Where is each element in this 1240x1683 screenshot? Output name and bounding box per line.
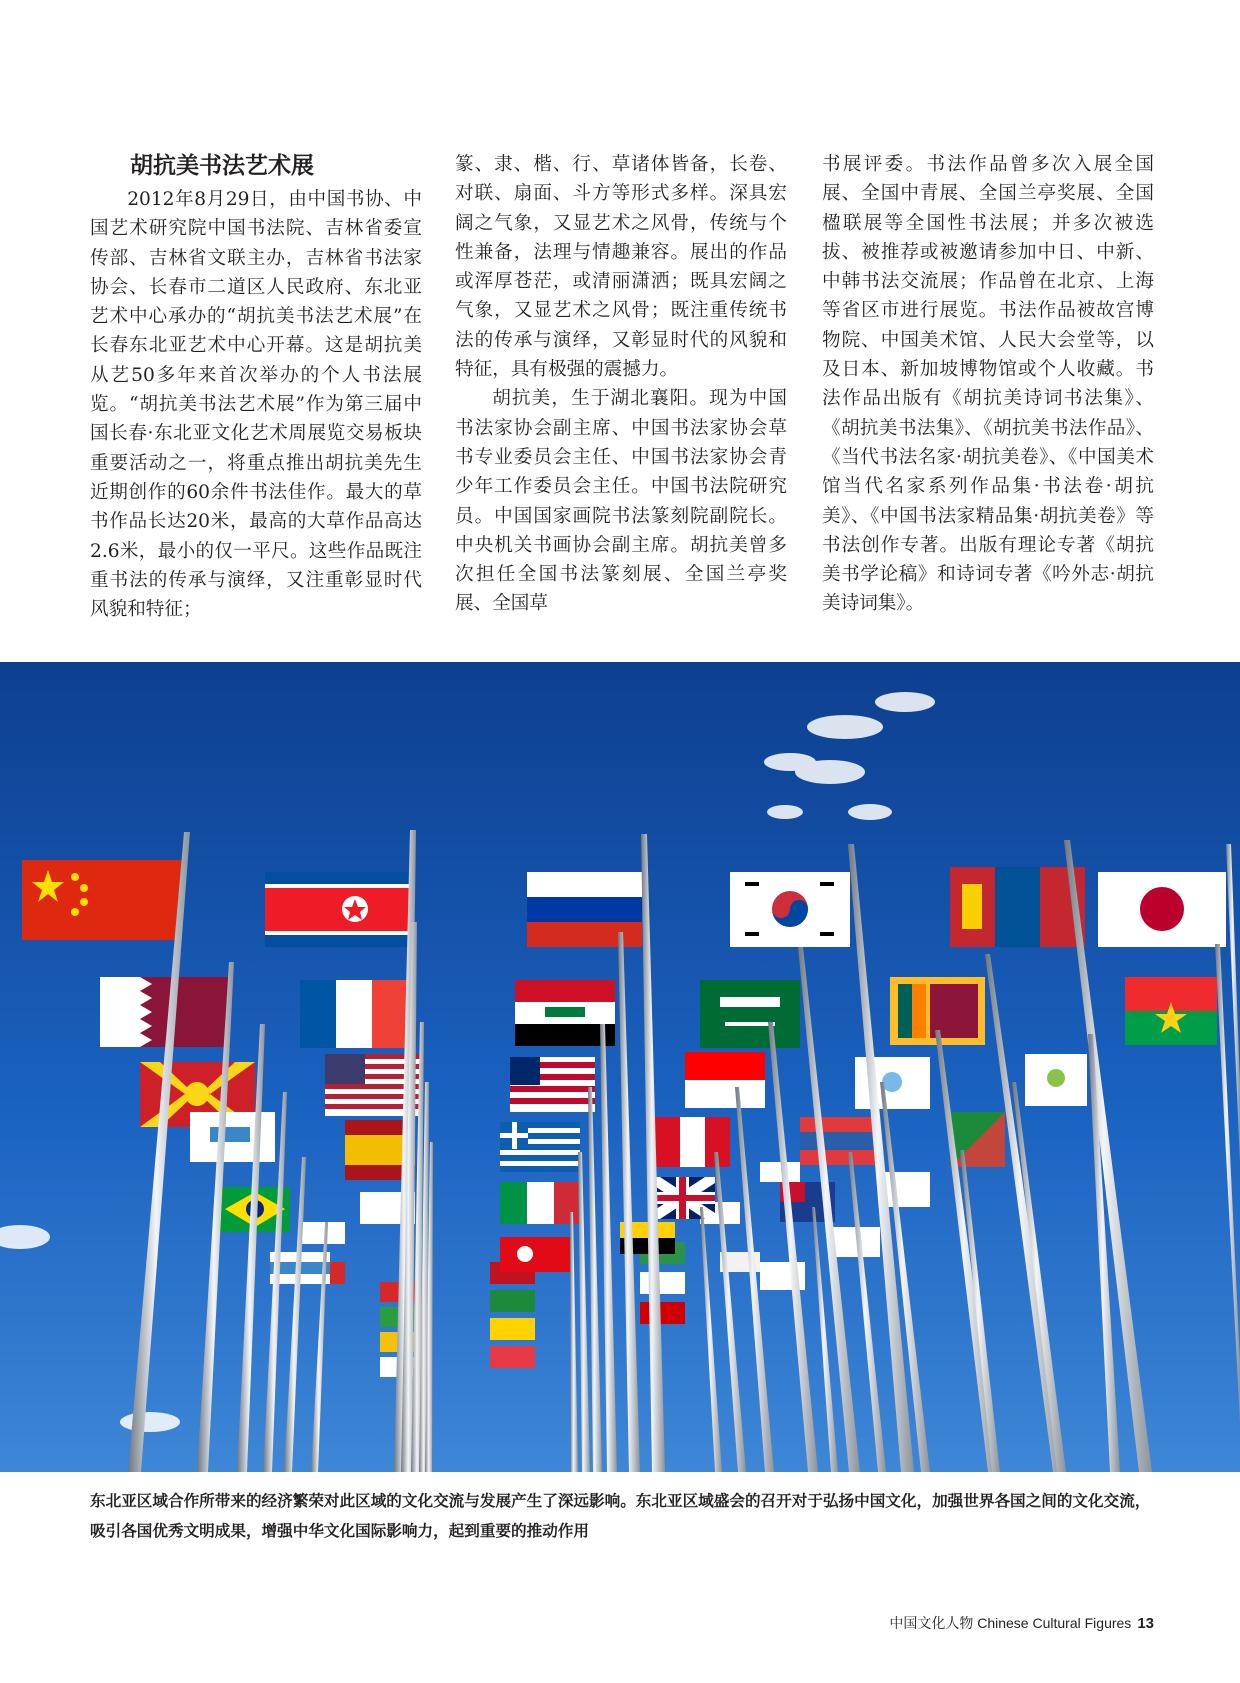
article-paragraph: 书展评委。书法作品曾多次入展全国展、全国中青展、全国兰亭奖展、全国楹联展等全国性书法展；并多次被选拔、被推荐或被邀请参加中日、中新、中韩书法交流展；作品曾在北京、上海等省区市进行展览。书法作品被故宫博物院、中国美术馆、人民大会堂等，以及日本、新加坡博物馆或个人收藏。书法作品出版有《胡抗美诗词书法集》、《胡抗美书法集》、《胡抗美书法作品》、《当代书法名家·胡抗美卷》、《中国美术馆当代名家系列作品集·书法卷·胡抗美》、《中国书法家精品集·胡抗美卷》等书法创作专著。出版有理论专著《胡抗美书学论稿》和诗词专著《吟外志·胡抗美诗词集》。 (822, 154, 1154, 615)
flag-uk (650, 1177, 715, 1219)
flag-liberia (510, 1057, 595, 1112)
flag-indonesia (685, 1052, 765, 1108)
flag-north-korea (265, 872, 410, 947)
page-number: 13 (1137, 1615, 1154, 1632)
flag-qatar (100, 977, 230, 1047)
flags-photo (0, 662, 1240, 1472)
flag-south-korea (730, 872, 850, 947)
flag-france (300, 980, 408, 1048)
page-footer (889, 1613, 1154, 1633)
article-paragraph: 2012年8月29日，由中国书协、中国艺术研究院中国书法院、吉林省委宣传部、吉林省文联主办，吉林省书法家协会、长春市二道区人民政府、东北亚艺术中心承办的“胡抗美书法艺术展”在长春东北亚艺术中心开幕。这是胡抗美从艺50多年来首次举办的个人书法展览。“胡抗美书法艺术展”作为第三届中国长春·东北亚文化艺术周展览交易板块重要活动之一，将重点推出胡抗美先生近期创作的60余件书法佳作。最大的草书作品长达20米，最高的大草作品高达2.6米，最小的仅一平尺。这些作品既注重书法的传承与演绎，又注重彰显时代风貌和特征； (90, 189, 422, 621)
article-heading: 胡抗美书法艺术展 (130, 153, 314, 179)
photo-caption: 东北亚区域合作所带来的经济繁荣对此区域的文化交流与发展产生了深远影响。东北亚区域盛会的召开对于弘扬中国文化，加强世界各国之间的文化交流，吸引各国优秀文明成果，增强中华文化国际影响力，起到重要的推动作用 (90, 1492, 1151, 1540)
magazine-name: 中国文化人物 Chinese Cultural Figures (889, 1615, 1132, 1631)
article-column-2 (455, 150, 787, 619)
flag-russia (527, 872, 642, 947)
flag-italy (500, 1182, 581, 1224)
flag-peru (655, 1117, 730, 1167)
flag-mongolia (950, 867, 1085, 947)
flags-illustration (0, 662, 1240, 1472)
article-column-1 (90, 150, 422, 624)
article-paragraph: 篆、隶、楷、行、草诸体皆备，长卷、对联、扇面、斗方等形式多样。深具宏阔之气象，又显艺术之风骨，传统与个性兼备，法理与情趣兼容。展出的作品或浑厚苍茫，或清丽潇洒；既具宏阔之气象，又显艺术之风骨；既注重传统书法的传承与演绎，又彰显时代的风貌和特征，具有极强的震撼力。 (455, 154, 787, 381)
article-column-3 (822, 150, 1154, 619)
flag-iraq (515, 980, 615, 1046)
flag-burkina-faso (1125, 977, 1217, 1045)
flag-greece (500, 1122, 580, 1172)
flag-saudi-arabia (700, 980, 800, 1048)
article-paragraph: 胡抗美，生于湖北襄阳。现为中国书法家协会副主席、中国书法家协会草书专业委员会主任、中国书法家协会青少年工作委员会主任。中国书法院研究员。中国国家画院书法篆刻院副院长。中央机关书画协会副主席。胡抗美曾多次担任全国书法篆刻展、全国兰亭奖展、全国草 (455, 388, 787, 615)
flag-japan (1098, 872, 1226, 947)
flag-china (22, 860, 182, 940)
